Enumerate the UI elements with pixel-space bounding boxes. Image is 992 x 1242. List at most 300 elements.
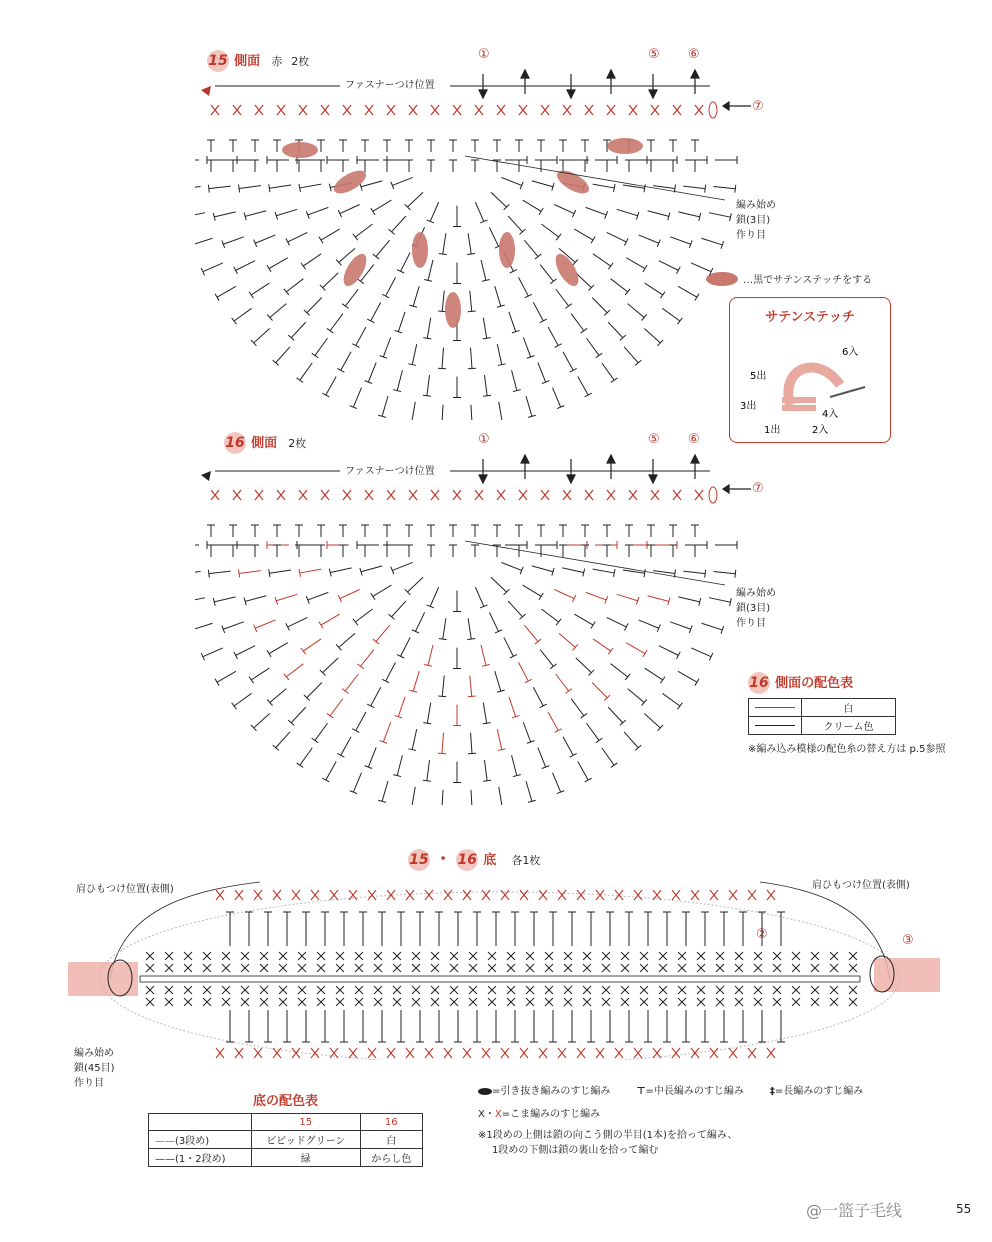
stitch-mark xyxy=(323,658,339,673)
stitch-mark xyxy=(467,638,475,639)
piece16-marker-7: ⑦ xyxy=(752,481,764,496)
stitch-mark xyxy=(303,254,321,266)
stitch-mark xyxy=(195,623,213,630)
stitch-mark xyxy=(427,318,430,339)
stitch-mark xyxy=(438,696,446,697)
stitch-mark xyxy=(499,402,503,420)
stitch-mark xyxy=(398,312,405,332)
piece15-color: 赤 xyxy=(271,55,283,68)
stitch-mark xyxy=(288,232,308,241)
stitch-mark xyxy=(255,235,275,243)
stitch-mark xyxy=(208,570,209,578)
bottom-title: 底 xyxy=(483,853,497,868)
stitch-mark xyxy=(471,405,472,420)
bottom-header xyxy=(408,846,540,871)
stitch-mark xyxy=(607,617,627,626)
stitch-mark xyxy=(470,676,472,697)
stitch-mark xyxy=(574,614,593,625)
strap-left-label: 肩ひもつけ位置(表側) xyxy=(76,884,174,895)
stitch-mark xyxy=(217,286,236,297)
stitch-mark xyxy=(608,322,623,338)
stitch-mark xyxy=(625,674,630,680)
stitch-mark xyxy=(683,571,705,574)
stitch-mark xyxy=(301,648,306,654)
stitch-mark xyxy=(523,722,530,742)
stitch-mark xyxy=(526,396,532,416)
stitch-mark xyxy=(660,677,665,684)
stitch-mark xyxy=(239,571,261,574)
stitch-mark xyxy=(412,729,416,749)
stitch-mark xyxy=(269,184,270,192)
stitch-mark xyxy=(578,377,588,395)
stitch-mark xyxy=(301,263,306,269)
stitch-mark xyxy=(383,337,390,357)
stitch-mark xyxy=(315,723,327,740)
stitch-mark xyxy=(491,577,507,592)
stitch-mark xyxy=(214,597,235,602)
stitch-mark xyxy=(423,780,431,781)
stitch-mark xyxy=(355,224,372,237)
stitch-mark xyxy=(308,592,329,600)
start-label-line: 鎖(3目) xyxy=(736,603,771,614)
stitch-mark xyxy=(497,344,501,364)
stitch-mark xyxy=(430,587,438,606)
stitch-mark xyxy=(495,286,501,306)
stitch-mark xyxy=(203,648,223,657)
stitch-mark xyxy=(291,322,306,338)
start-label-line: 編み始め xyxy=(74,1048,114,1059)
satin-5out: 5出 xyxy=(750,371,767,382)
stitch-mark xyxy=(523,200,542,211)
stitch-mark xyxy=(428,645,433,665)
stitch-mark xyxy=(483,395,491,396)
stitch-mark xyxy=(519,662,529,681)
stitch-mark xyxy=(495,630,502,633)
stitch-mark xyxy=(361,181,382,187)
stitch-mark xyxy=(552,773,560,792)
stitch-mark xyxy=(412,630,419,633)
stitch-mark xyxy=(701,238,722,245)
stitch-mark xyxy=(572,595,575,602)
stitch-mark xyxy=(438,753,446,754)
stitch-mark xyxy=(341,352,351,371)
piece15-chart xyxy=(195,60,755,420)
stitch-mark xyxy=(510,270,517,273)
stitch-mark xyxy=(270,689,286,703)
stitch-mark xyxy=(443,618,446,639)
stitch-mark xyxy=(371,208,375,215)
piece16-marker-6: ⑥ xyxy=(688,432,700,447)
stitch-mark xyxy=(481,260,486,280)
stitch-mark xyxy=(499,787,503,805)
stitch-mark xyxy=(574,229,593,240)
stitch-mark xyxy=(276,732,290,748)
stitch-mark xyxy=(678,671,697,682)
stitch-mark xyxy=(519,277,529,296)
stitch-mark xyxy=(608,263,613,269)
stitch-mark xyxy=(525,679,532,683)
stitch-mark xyxy=(468,311,476,312)
stitch-mark xyxy=(705,185,706,193)
stitch-mark xyxy=(319,622,323,629)
stitch-mark xyxy=(570,753,577,757)
stitch-mark xyxy=(267,650,271,657)
stitch-mark xyxy=(326,762,336,780)
stitch-mark xyxy=(214,212,235,217)
symbol-legend xyxy=(478,1082,938,1158)
stitch-mark xyxy=(442,348,444,369)
stitch-mark xyxy=(678,286,697,297)
stitch-mark xyxy=(312,353,319,358)
stitch-mark xyxy=(533,302,543,321)
stitch-mark xyxy=(643,265,647,272)
stitch-mark xyxy=(286,623,290,630)
stitch-mark xyxy=(392,177,412,185)
stitch-mark xyxy=(430,202,438,221)
stitch-mark xyxy=(611,378,618,382)
piece16-marker-5: ⑤ xyxy=(648,432,660,447)
stitch-mark xyxy=(735,185,736,193)
start-label-line: 鎖(3目) xyxy=(736,215,771,226)
stitch-mark xyxy=(541,224,558,237)
satin-4in: 4入 xyxy=(822,409,839,420)
stitch-mark xyxy=(297,378,304,382)
piece16-number: 16 xyxy=(224,432,246,454)
stitch-mark xyxy=(322,393,329,397)
stitch-mark xyxy=(297,763,304,767)
piece15-count: 2枚 xyxy=(291,55,310,68)
stitch-mark xyxy=(340,590,360,599)
stitch-mark xyxy=(234,693,252,706)
piece15-marker-1: ① xyxy=(478,47,490,62)
stitch-mark xyxy=(312,738,319,743)
stitch-mark xyxy=(713,186,735,188)
stitch-mark xyxy=(267,265,271,272)
stitch-mark xyxy=(342,304,348,309)
stitch-mark xyxy=(578,762,588,780)
stitch-mark xyxy=(300,748,312,765)
stitch-mark xyxy=(670,237,691,244)
start-label-line: 作り目 xyxy=(736,618,766,629)
stitch-mark xyxy=(677,267,681,274)
stitch-mark xyxy=(735,570,736,578)
piece16-color-table xyxy=(748,672,948,757)
stitch-mark xyxy=(353,619,358,625)
piece15-marker-7: ⑦ xyxy=(752,99,764,114)
stitch-mark xyxy=(276,347,290,363)
stitch-mark xyxy=(284,289,289,295)
stitch-mark xyxy=(330,699,343,716)
arrows xyxy=(479,455,751,493)
stitch-mark xyxy=(535,254,541,259)
stitch-mark xyxy=(209,571,231,574)
stitch-mark xyxy=(548,712,558,731)
stitch-mark xyxy=(208,185,209,193)
stitch-mark xyxy=(591,237,595,244)
stitch-mark xyxy=(232,318,237,324)
stitch-mark xyxy=(442,790,443,805)
stitch-mark xyxy=(645,668,663,680)
stitch-mark xyxy=(625,289,630,295)
stitch-mark xyxy=(554,205,574,214)
stitch-mark xyxy=(607,232,627,241)
stitch-mark xyxy=(484,375,487,396)
stitch-mark xyxy=(497,729,501,749)
stitch-mark xyxy=(321,614,340,625)
stitch-mark xyxy=(367,704,374,708)
stitch-mark xyxy=(489,227,498,246)
stitch-mark xyxy=(602,748,614,765)
stitch-mark xyxy=(701,623,722,630)
stitch-mark xyxy=(439,638,447,639)
row12-color-a: 緑 xyxy=(252,1149,361,1167)
stitch-mark xyxy=(648,596,669,602)
stitch-mark xyxy=(644,569,645,577)
stitch-mark xyxy=(382,294,389,298)
stitch-mark xyxy=(323,273,339,288)
bottom-marker-3: ③ xyxy=(902,933,914,948)
stitch-mark xyxy=(540,704,547,708)
stitch-mark xyxy=(412,402,416,420)
stitch-mark xyxy=(628,304,644,318)
stitch-mark xyxy=(662,693,680,706)
stitch-mark xyxy=(565,689,571,694)
stitch-mark xyxy=(645,283,663,295)
stitch-mark xyxy=(291,707,306,723)
color-row-white: 白 xyxy=(802,699,896,717)
stitch-mark xyxy=(392,601,406,617)
stitch-mark xyxy=(217,671,236,682)
stitch-mark xyxy=(540,319,547,323)
piece16-marker-1: ① xyxy=(478,432,490,447)
stitch-mark xyxy=(705,570,706,578)
stitch-mark xyxy=(512,370,517,390)
start-label-line: 編み始め xyxy=(736,200,776,211)
stitch-mark xyxy=(322,778,329,782)
piece15-title: 側面 xyxy=(234,54,261,69)
stitch-mark xyxy=(648,211,669,217)
stitch-mark xyxy=(593,184,615,188)
stitch-mark xyxy=(509,697,516,717)
stitch-mark xyxy=(617,209,638,215)
stitch-mark xyxy=(501,562,521,570)
stitch-mark xyxy=(373,639,379,644)
row12-color-b: からし色 xyxy=(360,1149,422,1167)
stitch-mark xyxy=(423,338,431,339)
stitch-mark xyxy=(611,763,618,767)
stitch-mark xyxy=(236,261,255,271)
stitch-mark xyxy=(443,233,446,254)
stitch-mark xyxy=(442,291,444,312)
strap-right-label: 肩ひもつけ位置(表側) xyxy=(812,880,910,891)
stitch-mark xyxy=(678,597,699,602)
row3-line: (3段め) xyxy=(175,1136,210,1147)
stitch-mark xyxy=(254,714,270,728)
stitch-mark xyxy=(269,569,270,577)
stitch-mark xyxy=(695,679,699,686)
stitch-mark xyxy=(524,240,538,256)
stitch-mark xyxy=(562,568,583,573)
stitch-mark xyxy=(239,186,261,189)
stitch-mark xyxy=(401,637,411,656)
stitch-mark xyxy=(611,279,628,292)
stitch-mark xyxy=(571,699,584,716)
stitch-mark xyxy=(593,569,615,573)
stitch-mark xyxy=(398,697,405,717)
stitch-mark xyxy=(662,308,680,321)
stitch-mark xyxy=(596,738,603,743)
stitch-mark xyxy=(550,279,556,284)
slip-stitch-icon xyxy=(478,1088,492,1095)
stitch-mark xyxy=(300,363,312,380)
stitch-mark xyxy=(548,327,558,346)
stitch-mark xyxy=(382,396,388,416)
stitch-mark xyxy=(556,619,561,625)
stitch-mark xyxy=(512,755,517,775)
stitch-mark xyxy=(321,229,340,240)
stitch-mark xyxy=(371,687,381,706)
stitch-mark xyxy=(572,210,575,217)
stitch-mark xyxy=(251,668,269,680)
stitch-mark xyxy=(345,289,358,306)
stitch-mark xyxy=(269,643,288,654)
piece16-table-number: 16 xyxy=(748,672,770,694)
stitch-mark xyxy=(484,760,487,781)
stitch-mark xyxy=(570,368,577,372)
stitch-mark xyxy=(215,294,219,301)
stitch-mark xyxy=(286,279,303,292)
stitch-mark xyxy=(709,598,730,602)
stitch-mark xyxy=(677,703,682,709)
stitch-mark xyxy=(593,254,611,266)
stitch-mark xyxy=(624,732,638,748)
stitch-mark xyxy=(550,664,556,669)
stitch-mark xyxy=(538,748,546,768)
stitch-mark xyxy=(677,318,682,324)
stitch-mark xyxy=(602,363,614,380)
stitch-mark xyxy=(491,192,507,207)
stitch-mark xyxy=(195,213,205,217)
stitch-mark xyxy=(639,235,659,243)
stitch-mark xyxy=(483,318,486,339)
stitch-mark xyxy=(203,263,223,272)
stitch-mark xyxy=(382,679,389,683)
start-label-line: 鎖(45目) xyxy=(74,1063,115,1074)
stitch-mark xyxy=(353,773,361,792)
satin-2in: 2入 xyxy=(812,425,829,435)
stitch-mark xyxy=(468,618,471,639)
stitch-mark xyxy=(239,569,240,577)
piece15-marker-5: ⑤ xyxy=(648,47,660,62)
stitch-mark xyxy=(239,184,240,192)
stitch-mark xyxy=(535,639,541,644)
legend-slip: =引き抜き編みのすじ編み xyxy=(478,1082,610,1097)
stitch-mark xyxy=(357,279,363,284)
stitch-mark xyxy=(659,646,678,656)
stitch-mark xyxy=(608,648,613,654)
stitch-mark xyxy=(286,238,290,245)
row3-color-b: 白 xyxy=(360,1131,422,1149)
stitch-mark xyxy=(438,368,446,369)
stitch-mark xyxy=(533,687,543,706)
table-header-16: 16 xyxy=(360,1114,422,1131)
piece15-zipper-label: ファスナーつけ位置 xyxy=(345,80,435,91)
stitch-mark xyxy=(308,207,329,215)
start-triangle xyxy=(201,471,211,481)
stitch-mark xyxy=(471,348,473,369)
stitch-mark xyxy=(691,648,711,657)
piece16-chart xyxy=(195,445,755,805)
stitch-mark xyxy=(695,294,699,301)
stitch-mark xyxy=(593,639,611,651)
stitch-mark xyxy=(249,677,254,684)
sc-icon: X・X xyxy=(478,1109,502,1120)
bottom-notes xyxy=(478,1128,938,1158)
start-triangle xyxy=(201,86,211,96)
bottom-count: 各1枚 xyxy=(511,854,541,867)
stitch-mark xyxy=(392,216,406,232)
stitch-mark xyxy=(586,592,607,600)
start-label-line: 作り目 xyxy=(74,1078,104,1089)
stitch-mark xyxy=(691,263,711,272)
stitch-mark xyxy=(386,277,396,296)
watermark: @一篮子毛线 xyxy=(806,1201,903,1220)
stitch-mark xyxy=(508,601,522,617)
stitch-mark xyxy=(307,297,322,312)
stitch-mark xyxy=(628,689,644,703)
stitch-mark xyxy=(555,344,562,348)
stitch-mark xyxy=(670,622,691,629)
stitch-mark xyxy=(489,612,498,631)
stitch-mark xyxy=(249,292,254,299)
stitch-mark xyxy=(327,713,334,718)
stitch-mark xyxy=(195,238,213,245)
stitch-mark xyxy=(611,664,628,677)
stitch-mark xyxy=(234,652,238,659)
stitch-mark xyxy=(232,703,237,709)
stitch-mark xyxy=(470,291,472,312)
stitch-mark xyxy=(368,748,376,768)
stitch-mark xyxy=(376,625,390,641)
stitch-mark xyxy=(526,781,532,801)
note-line: ※1段めの上側は鎖の向こう側の半目(1本)を拾って編み、 xyxy=(478,1130,738,1141)
stitch-mark xyxy=(339,633,355,647)
stitch-mark xyxy=(541,609,558,622)
legend-dc: ‡=長編みのすじ編み xyxy=(769,1086,864,1097)
row12-line: (1・2段め) xyxy=(175,1154,226,1165)
stitch-mark xyxy=(223,622,244,629)
stitch-mark xyxy=(427,703,430,724)
stitch-mark xyxy=(508,216,522,232)
stitch-mark xyxy=(412,344,416,364)
stitch-mark xyxy=(427,375,430,396)
satin-note: …黒でサテンステッチをする xyxy=(743,275,873,286)
stitch-mark xyxy=(439,253,447,254)
stitch-mark xyxy=(442,676,444,697)
stitch-mark xyxy=(475,202,483,221)
stitch-mark xyxy=(373,585,392,596)
stitch-mark xyxy=(639,620,659,628)
row3-color-a: ビビッドグリーン xyxy=(252,1131,361,1149)
stitch-mark xyxy=(552,388,560,407)
stitch-mark xyxy=(300,184,322,188)
stitch-mark xyxy=(330,314,343,331)
stitch-mark xyxy=(330,568,351,573)
piece16-note: ※編み込み模様の配色糸の替え方は p.5参照 xyxy=(748,744,946,755)
stitch-mark xyxy=(353,234,358,240)
stitch-mark xyxy=(467,253,475,254)
stitch-mark xyxy=(234,308,252,321)
